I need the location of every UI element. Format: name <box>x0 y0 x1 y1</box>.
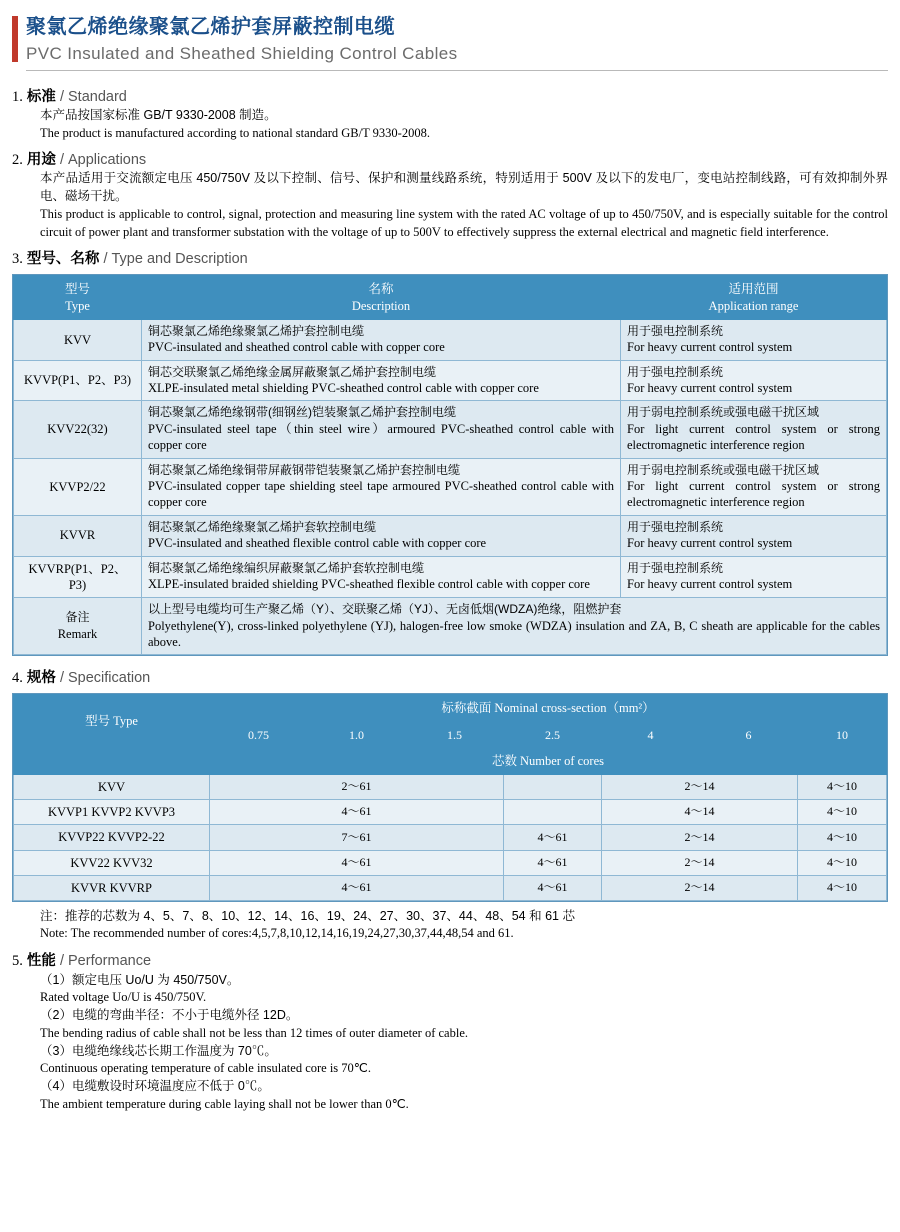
section-title-cn-type: 型号、名称 <box>26 251 100 268</box>
table-row <box>14 774 887 799</box>
performance-item-cn: （3）电缆绝缘线芯长期工作温度为 70℃。 <box>40 1043 277 1058</box>
row-range <box>621 556 887 598</box>
remark-text-en: Polyethylene(Y), cross-linked polyethylene (YJ), halogen-free low smoke (WDZA) insulation and ZA, B, C sheath are applicable for the cables above. <box>148 618 880 649</box>
spec-row-cores-b: 4～61 <box>504 875 602 900</box>
table-row <box>14 556 887 598</box>
row-range <box>621 515 887 556</box>
row-range-en: For heavy current control system <box>627 577 793 592</box>
page-title-cn: 聚氯乙烯绝缘聚氯乙烯护套屏蔽控制电缆 <box>26 16 395 38</box>
type-table-col-range-cn: 适用范围 <box>728 282 779 297</box>
spec-table-wrapper <box>12 693 888 902</box>
spec-row-cores-b <box>504 800 602 825</box>
row-range-cn: 用于强电控制系统 <box>627 519 724 534</box>
type-table-col-description-en: Description <box>351 298 411 313</box>
section-separator-applications: / <box>59 152 64 169</box>
remark-label-en: Remark <box>57 626 98 641</box>
spec-col-type-cn: 型号 <box>85 714 111 729</box>
table-row <box>14 825 887 850</box>
row-range <box>621 458 887 515</box>
row-type: KVVRP(P1、P2、P3) <box>14 556 142 598</box>
spec-row-cores-c: 2～14 <box>602 774 798 799</box>
performance-item-en: Rated voltage Uo/U is 450/750V. <box>40 990 207 1005</box>
standard-text-en: The product is manufactured according to national standard GB/T 9330-2008. <box>40 125 430 140</box>
row-description-cn: 铜芯聚氯乙烯绝缘编织屏蔽聚氯乙烯护套软控制电缆 <box>148 560 425 575</box>
section-title-cn-applications: 用途 <box>26 152 56 169</box>
spec-table-body <box>14 749 887 901</box>
type-table <box>13 275 887 655</box>
performance-item-en: Continuous operating temperature of cable insulated core is 70℃. <box>40 1061 371 1076</box>
row-description <box>142 556 621 598</box>
row-description <box>142 515 621 556</box>
standard-body <box>40 107 888 143</box>
remark-label <box>14 598 142 655</box>
row-description-en: PVC-insulated and sheathed control cable with copper core <box>148 340 445 355</box>
row-range <box>621 401 887 458</box>
row-range-cn: 用于弱电控制系统或强电磁干扰区域 <box>627 462 820 477</box>
performance-item-en: The bending radius of cable shall not be less than 12 times of outer diameter of cable. <box>40 1025 468 1040</box>
row-range-en: For light current control system or strong electromagnetic interference region <box>627 422 880 453</box>
performance-item-en: The ambient temperature during cable laying shall not be lower than 0℃. <box>40 1096 409 1111</box>
spec-nominal-section-en: Nominal cross-section（mm²） <box>494 701 655 716</box>
row-range-en: For light current control system or strong electromagnetic interference region <box>627 479 880 510</box>
spec-row-cores-a: 4～61 <box>210 875 504 900</box>
section-title-en-applications: Applications <box>68 152 147 169</box>
table-row <box>14 319 887 360</box>
spec-row-cores-b: 4～61 <box>504 825 602 850</box>
row-description <box>142 401 621 458</box>
section-heading-performance <box>12 949 888 970</box>
spec-row-cores-a: 7～61 <box>210 825 504 850</box>
spec-row-type: KVVR KVVRP <box>14 875 210 900</box>
row-description-en: PVC-insulated and sheathed flexible control cable with copper core <box>148 536 487 551</box>
row-range-cn: 用于强电控制系统 <box>627 323 724 338</box>
row-description <box>142 360 621 401</box>
type-table-col-type-en: Type <box>65 298 90 313</box>
table-row <box>14 360 887 401</box>
type-table-col-range-en: Application range <box>708 298 799 313</box>
section-title-en-standard: Standard <box>68 88 127 105</box>
row-description <box>142 458 621 515</box>
section-title-en-type: Type and Description <box>111 251 248 268</box>
row-range-en: For heavy current control system <box>627 536 793 551</box>
performance-item-cn: （4）电缆敷设时环境温度应不低于 0℃。 <box>40 1079 270 1094</box>
remark-label-cn: 备注 <box>65 610 90 625</box>
section-title-cn-performance: 性能 <box>26 952 56 969</box>
document-header <box>12 14 888 71</box>
header-accent-bar <box>12 16 18 62</box>
section-title-cn-standard: 标准 <box>26 88 56 105</box>
table-row <box>14 515 887 556</box>
section-heading-standard <box>12 85 888 106</box>
row-type: KVV22(32) <box>14 401 142 458</box>
remark-text-cn: 以上型号电缆均可生产聚乙烯（Y）、交联聚乙烯（YJ）、无卤低烟(WDZA)绝缘，阻燃护套 <box>148 602 622 617</box>
spec-cores-header-row <box>14 749 887 775</box>
spec-cores-header-cn: 芯数 <box>491 754 517 769</box>
type-table-body <box>14 319 887 654</box>
type-table-head <box>14 276 887 320</box>
page-title-en: PVC Insulated and Sheathed Shielding Control Cables <box>26 44 458 63</box>
row-description <box>142 319 621 360</box>
spec-note <box>40 908 888 943</box>
spec-size-0: 0.75 <box>210 722 308 749</box>
row-range-en: For heavy current control system <box>627 381 793 396</box>
spec-row-cores-a: 4～61 <box>210 800 504 825</box>
row-range-cn: 用于强电控制系统 <box>627 364 724 379</box>
spec-row-cores-d: 4～10 <box>798 850 887 875</box>
row-type: KVVP(P1、P2、P3) <box>14 360 142 401</box>
table-row <box>14 800 887 825</box>
spec-size-6: 10 <box>798 722 887 749</box>
remark-content <box>142 598 887 655</box>
spec-row-type: KVV22 KVV32 <box>14 850 210 875</box>
applications-body <box>40 170 888 241</box>
table-row <box>14 458 887 515</box>
row-description-en: PVC-insulated copper tape shielding steel tape armoured PVC-sheathed control cable with copper core <box>148 479 614 510</box>
section-title-en-spec: Specification <box>68 670 151 687</box>
table-row <box>14 875 887 900</box>
table-row <box>14 850 887 875</box>
spec-cores-blank <box>14 749 210 775</box>
spec-row-cores-a: 2～61 <box>210 774 504 799</box>
row-type: KVVP2/22 <box>14 458 142 515</box>
row-range-en: For heavy current control system <box>627 340 793 355</box>
row-description-cn: 铜芯聚氯乙烯绝缘铜带屏蔽钢带铠装聚氯乙烯护套控制电缆 <box>148 462 461 477</box>
type-table-wrapper <box>12 274 888 656</box>
standard-text-cn: 本产品按国家标准 GB/T 9330-2008 制造。 <box>40 107 277 122</box>
table-row-remark <box>14 598 887 655</box>
applications-text-cn: 本产品适用于交流额定电压 450/750V 及以下控制、信号、保护和测量线路系统，特别适用于 500V 及以下的发电厂，变电站控制线路，可有效抑制外界电、磁场干扰。 <box>40 171 888 204</box>
spec-row-cores-c: 2～14 <box>602 850 798 875</box>
spec-note-cn: 注：推荐的芯数为 4、5、7、8、10、12、14、16、19、24、27、30、37、44、48、54 和 61 芯 <box>40 909 575 924</box>
spec-row-cores-d: 4～10 <box>798 800 887 825</box>
spec-nominal-section-cn: 标称截面 <box>441 701 492 716</box>
spec-row-cores-a: 4～61 <box>210 850 504 875</box>
spec-section-header-row <box>14 695 887 723</box>
section-number-applications: 2. <box>12 152 23 169</box>
type-table-col-range <box>621 276 887 320</box>
spec-nominal-section-header <box>210 695 887 723</box>
row-description-cn: 铜芯交联聚氯乙烯绝缘金属屏蔽聚氯乙烯护套控制电缆 <box>148 364 437 379</box>
section-number-performance: 5. <box>12 952 23 969</box>
section-heading-type <box>12 247 888 268</box>
row-description-en: XLPE-insulated braided shielding PVC-sheathed flexible control cable with copper core <box>148 577 590 592</box>
spec-row-cores-c: 2～14 <box>602 875 798 900</box>
spec-row-cores-c: 4～14 <box>602 800 798 825</box>
row-description-cn: 铜芯聚氯乙烯绝缘聚氯乙烯护套软控制电缆 <box>148 519 377 534</box>
row-description-en: XLPE-insulated metal shielding PVC-sheathed control cable with copper core <box>148 381 539 396</box>
section-number-standard: 1. <box>12 88 23 105</box>
type-table-header-row <box>14 276 887 320</box>
section-heading-applications <box>12 148 888 169</box>
performance-item-cn: （2）电缆的弯曲半径：不小于电缆外径 12D。 <box>40 1008 299 1023</box>
row-range-cn: 用于弱电控制系统或强电磁干扰区域 <box>627 405 820 420</box>
spec-note-en: Note: The recommended number of cores:4,5,7,8,10,12,14,16,19,24,27,30,37,44,48,54 and 61. <box>40 926 514 941</box>
section-number-spec: 4. <box>12 670 23 687</box>
performance-list <box>40 972 888 1114</box>
section-separator-spec: / <box>59 670 64 687</box>
spec-size-5: 6 <box>700 722 798 749</box>
section-title-en-performance: Performance <box>68 952 152 969</box>
row-description-cn: 铜芯聚氯乙烯绝缘聚氯乙烯护套控制电缆 <box>148 323 365 338</box>
row-description-en: PVC-insulated steel tape（thin steel wire）armoured PVC-sheathed control cable with copper core <box>148 422 614 453</box>
row-range <box>621 360 887 401</box>
spec-col-type-en: Type <box>113 714 138 729</box>
spec-row-type: KVVP22 KVVP2-22 <box>14 825 210 850</box>
spec-size-1: 1.0 <box>308 722 406 749</box>
spec-row-cores-d: 4～10 <box>798 875 887 900</box>
spec-size-2: 1.5 <box>406 722 504 749</box>
type-table-col-type-cn: 型号 <box>64 282 90 297</box>
section-separator-performance: / <box>59 952 64 969</box>
row-type: KVVR <box>14 515 142 556</box>
table-row <box>14 401 887 458</box>
spec-row-type: KVVP1 KVVP2 KVVP3 <box>14 800 210 825</box>
row-range-cn: 用于强电控制系统 <box>627 560 724 575</box>
spec-table-head <box>14 695 887 749</box>
section-separator-type: / <box>103 251 108 268</box>
spec-row-cores-b <box>504 774 602 799</box>
type-table-col-type <box>14 276 142 320</box>
spec-row-type: KVV <box>14 774 210 799</box>
spec-size-3: 2.5 <box>504 722 602 749</box>
section-heading-spec <box>12 666 888 687</box>
spec-row-cores-d: 4～10 <box>798 774 887 799</box>
spec-cores-header-en: Number of cores <box>520 754 604 769</box>
spec-table <box>13 694 887 901</box>
spec-row-cores-b: 4～61 <box>504 850 602 875</box>
spec-col-type <box>14 695 210 749</box>
applications-text-en: This product is applicable to control, signal, protection and measuring line system with the rated AC voltage of up to 450/750V, and is especially suitable for the control circuit of power plant and transformer substation with the voltage of up to 500V to effectively suppress the external electrical and magnetic field interference. <box>40 206 888 239</box>
performance-item-cn: （1）额定电压 Uo/U 为 450/750V。 <box>40 972 240 987</box>
spec-row-cores-c: 2～14 <box>602 825 798 850</box>
section-number-type: 3. <box>12 251 23 268</box>
row-range <box>621 319 887 360</box>
spec-row-cores-d: 4～10 <box>798 825 887 850</box>
row-description-cn: 铜芯聚氯乙烯绝缘钢带(细钢丝)铠装聚氯乙烯护套控制电缆 <box>148 405 456 420</box>
row-type: KVV <box>14 319 142 360</box>
section-title-cn-spec: 规格 <box>26 670 56 687</box>
type-table-col-description-cn: 名称 <box>368 282 394 297</box>
header-divider <box>26 70 888 71</box>
spec-size-4: 4 <box>602 722 700 749</box>
type-table-col-description <box>142 276 621 320</box>
section-separator-standard: / <box>59 88 64 105</box>
spec-cores-header <box>210 749 887 775</box>
